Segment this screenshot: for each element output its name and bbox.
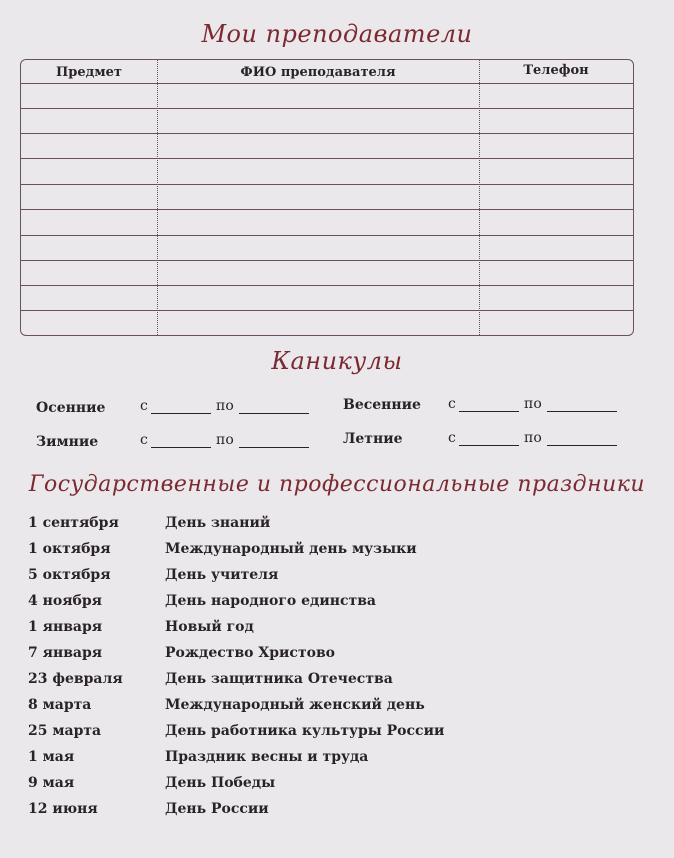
table-row-line [21,285,633,286]
vacation-spring-from-label: с [448,396,456,412]
column-divider [479,60,480,335]
table-row-line [21,209,633,210]
vacation-autumn-to-blank[interactable] [239,413,309,414]
list-item [0,567,674,587]
vacations-title: Каникулы [271,347,403,375]
list-item [0,645,674,665]
vacation-winter-to-label: по [216,432,234,448]
vacation-autumn-label: Осенние [36,400,106,416]
teachers-table [20,59,634,336]
holiday-name: Международный женский день [165,697,425,713]
holidays-title: Государственные и профессиональные праздники [28,472,646,497]
vacation-spring-label: Весенние [343,397,421,413]
list-item [0,697,674,717]
list-item [0,775,674,795]
holiday-name: Новый год [165,619,254,635]
holiday-name: Международный день музыки [165,541,417,557]
vacation-summer-from-label: с [448,430,456,446]
holiday-name: Рождество Христово [165,645,336,661]
holiday-name: День народного единства [165,593,376,609]
table-row-line [21,260,633,261]
table-row-line [21,83,633,84]
vacation-summer-label: Летние [343,431,403,447]
list-item [0,515,674,535]
list-item [0,723,674,743]
vacation-summer-to-label: по [524,430,542,446]
vacation-winter-label: Зимние [36,434,99,450]
vacation-winter-from-blank[interactable] [151,447,211,448]
holiday-date: 4 ноября [28,593,103,609]
table-row-line [21,235,633,236]
holiday-date: 1 января [28,619,103,635]
table-row-line [21,133,633,134]
column-divider [157,60,158,335]
holiday-date: 5 октября [28,567,111,583]
holiday-date: 9 мая [28,775,75,791]
list-item [0,749,674,769]
holiday-name: День России [165,801,269,817]
vacation-autumn-from-blank[interactable] [151,413,211,414]
vacation-spring-to-blank[interactable] [547,411,617,412]
holiday-date: 23 февраля [28,671,123,687]
vacation-summer-to-blank[interactable] [547,445,617,446]
column-header-subject: Предмет [56,65,122,80]
holiday-date: 12 июня [28,801,98,817]
vacation-spring-to-label: по [524,396,542,412]
column-header-teacher-name: ФИО преподавателя [240,65,396,80]
vacation-winter-from-label: с [140,432,148,448]
vacation-spring-from-blank[interactable] [459,411,519,412]
table-row-line [21,108,633,109]
list-item [0,671,674,691]
column-header-phone: Телефон [523,63,589,78]
holiday-date: 7 января [28,645,103,661]
table-row-line [21,310,633,311]
holiday-date: 1 октября [28,541,111,557]
vacation-autumn-to-label: по [216,398,234,414]
vacation-winter-to-blank[interactable] [239,447,309,448]
holiday-date: 1 сентября [28,515,119,531]
holiday-name: Праздник весны и труда [165,749,369,765]
holiday-name: День Победы [165,775,276,791]
list-item [0,593,674,613]
table-header [21,60,633,85]
table-row-line [21,158,633,159]
table-row-line [21,184,633,185]
teachers-title: Мои преподаватели [201,20,473,48]
holiday-name: День работника культуры России [165,723,445,739]
vacation-summer-from-blank[interactable] [459,445,519,446]
holiday-date: 25 марта [28,723,102,739]
holiday-date: 1 мая [28,749,75,765]
vacation-autumn-from-label: с [140,398,148,414]
holiday-name: День учителя [165,567,279,583]
holiday-name: День знаний [165,515,271,531]
holiday-date: 8 марта [28,697,92,713]
list-item [0,541,674,561]
list-item [0,619,674,639]
list-item [0,801,674,821]
holiday-name: День защитника Отечества [165,671,393,687]
